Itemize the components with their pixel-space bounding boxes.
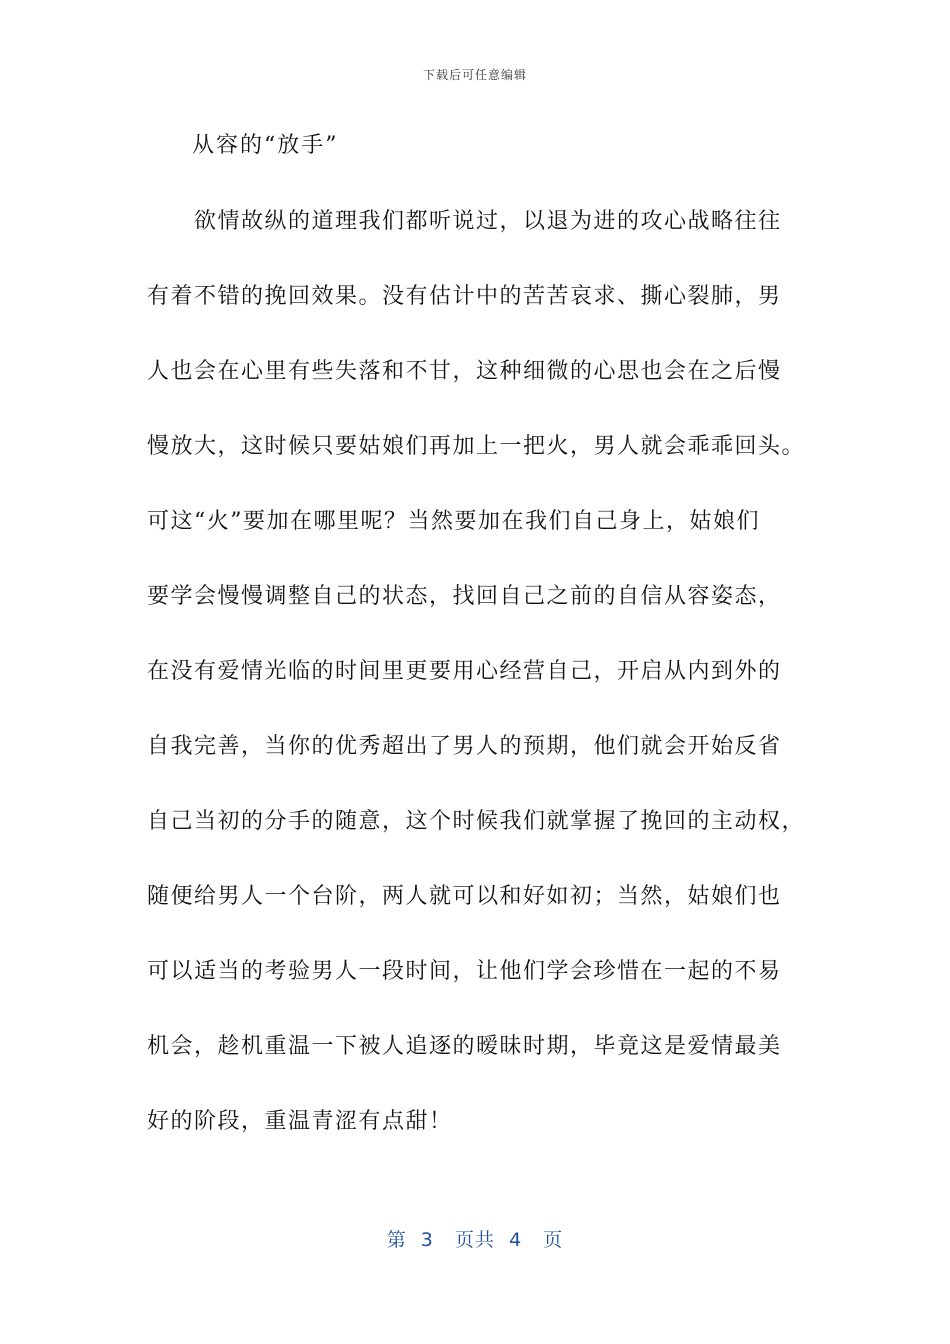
paragraph-line: 欲情故纵的道理我们都听说过，以退为进的攻心战略往往 bbox=[147, 209, 782, 234]
paragraph-line: 随便给男人一个台阶，两人就可以和好如初；当然，姑娘们也 bbox=[147, 884, 782, 909]
paragraph-line: 自我完善，当你的优秀超出了男人的预期，他们就会开始反省 bbox=[147, 734, 782, 759]
paragraph-line: 有着不错的挽回效果。没有估计中的苦苦哀求、撕心裂肺，男 bbox=[147, 284, 782, 309]
section-title: 从容的“放手” bbox=[192, 133, 339, 158]
page-footer: 第 3 页共 4 页 bbox=[386, 1229, 564, 1251]
paragraph-line: 可以适当的考验男人一段时间，让他们学会珍惜在一起的不易 bbox=[147, 959, 782, 984]
paragraph-line: 机会，趁机重温一下被人追逐的暧昧时期，毕竟这是爱情最美 bbox=[147, 1034, 782, 1059]
paragraph-line: 要学会慢慢调整自己的状态，找回自己之前的自信从容姿态， bbox=[147, 584, 782, 609]
paragraph-line: 在没有爱情光临的时间里更要用心经营自己，开启从内到外的 bbox=[147, 659, 782, 684]
page-header: 下载后可任意编辑 bbox=[422, 68, 527, 82]
paragraph-line: 人也会在心里有些失落和不甘，这种细微的心思也会在之后慢 bbox=[147, 359, 782, 384]
paragraph-line: 慢放大，这时候只要姑娘们再加上一把火，男人就会乖乖回头。 bbox=[147, 434, 806, 459]
paragraph-line: 可这“火”要加在哪里呢？当然要加在我们自己身上，姑娘们 bbox=[147, 509, 760, 534]
paragraph-line: 好的阶段，重温青涩有点甜！ bbox=[147, 1109, 453, 1134]
paragraph-line: 自己当初的分手的随意，这个时候我们就掌握了挽回的主动权， bbox=[147, 809, 806, 834]
